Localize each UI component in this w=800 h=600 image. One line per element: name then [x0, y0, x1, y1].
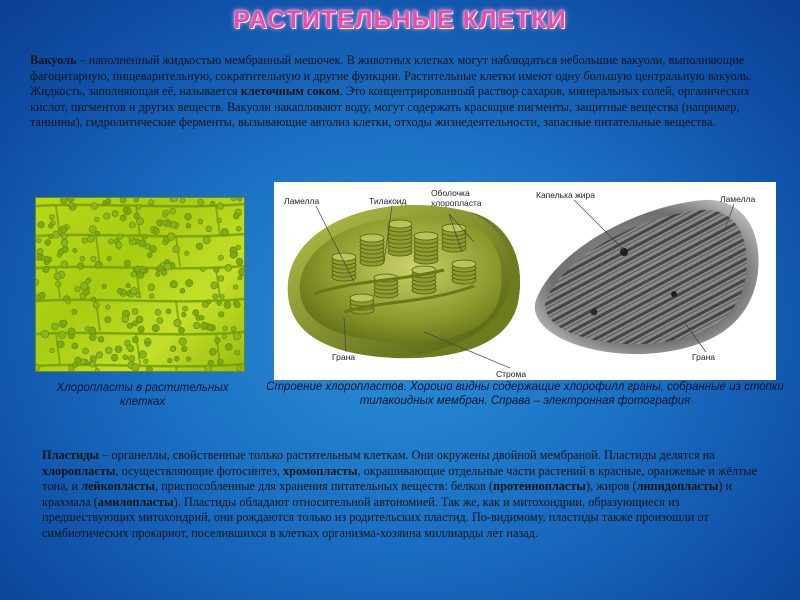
term-vacuole: Вакуоль	[30, 53, 77, 67]
label-envelope-2: хлоропласта	[431, 198, 482, 208]
term-cell-sap: клеточным соком	[240, 84, 340, 98]
caption-chloroplast-diagram: Строение хлоропластов. Хорошо видны содержащие хлорофилл граны, собранные из стопки тилакоидных мембран. Справа – электронная фотография	[266, 381, 784, 407]
label-thylakoid: Тилакоид	[369, 196, 407, 206]
vacuole-text-1: – наполненный жидкостью мембранный мешочек. В животных клетках могут наблюдаться небольшие вакуоли, выполняющие фагоцитарную, пищеварительную, сократительную и другие функции. Растительные клетки имеют одну большую центральную вакуоль. Жидкость, заполняющая её, называется	[30, 53, 752, 98]
chloroplast-model	[288, 205, 520, 358]
plastids-text-6: ) и крахмала (	[42, 479, 733, 509]
chloroplasts-photo	[35, 197, 245, 372]
label-grana-right: Грана	[692, 352, 716, 362]
term-chromoplasts: хромопласты	[282, 463, 358, 478]
plastids-text-4: , приспособленные для хранения питательных веществ: белков (	[154, 479, 494, 493]
term-leucoplasts: лейкопласты	[81, 479, 155, 493]
plastids-text-7: ). Пластиды обладают относительной автономией. Так же, как и митохондрии, образующиеся из предшествующих митохондрий, они рождаются только из родительских пластид. По-видимому, пластиды также произошли от симбиотических прокариот, поселившихся в клетках организма-хозяина миллиарды лет назад.	[42, 494, 709, 540]
electron-micrograph	[535, 200, 759, 354]
chloroplast-illustration	[274, 182, 776, 380]
term-lipidoplasts: липидопласты	[636, 479, 719, 493]
chloroplast-diagram	[274, 182, 776, 380]
label-grana-left: Грана	[332, 352, 356, 362]
plastids-text-2: , осуществляющие фотосинтез,	[115, 463, 283, 478]
label-envelope-1: Оболочка	[431, 188, 470, 198]
label-stroma: Строма	[496, 369, 527, 379]
term-plastids: Пластиды	[42, 448, 100, 462]
label-lamella-left: Ламелла	[284, 196, 320, 206]
plastids-text-3: , окрашивающие отдельные части растений в красные, оранжевые и жёлтые тона, и	[42, 463, 758, 493]
plastids-paragraph	[42, 448, 772, 541]
label-lamella-right: Ламелла	[720, 194, 756, 204]
vacuole-text-2: . Это концентрированный раствор сахаров, минеральных солей, органических кислот, пигментов и других веществ. Вакуоли накапливают воду, могут содержать красящие пигменты, защитные вещества (например, таннины), гидролитические ферменты, вызывающие автолиз клетки, отходы жизнедеятельности, запасные питательные вещества.	[30, 84, 750, 129]
plant-cells-image	[36, 198, 244, 371]
plastids-text-1: – органеллы, свойственные только растительным клеткам. Они окружены двойной мембраной. Пластиды делятся на	[99, 448, 715, 462]
term-amyloplasts: амилопласты	[97, 494, 174, 509]
page-title: РАСТИТЕЛЬНЫЕ КЛЕТКИ	[233, 6, 567, 34]
term-chloroplasts: хлоропласты	[42, 463, 116, 478]
term-proteinoplasts: протеинопласты	[493, 479, 586, 493]
caption-chloroplasts-photo: Хлоропласты в растительных клетках	[56, 382, 229, 408]
plastids-text-5: ), жиров (	[585, 479, 637, 493]
label-fat-drop: Капелька жира	[536, 190, 595, 200]
vacuole-paragraph	[30, 53, 772, 131]
